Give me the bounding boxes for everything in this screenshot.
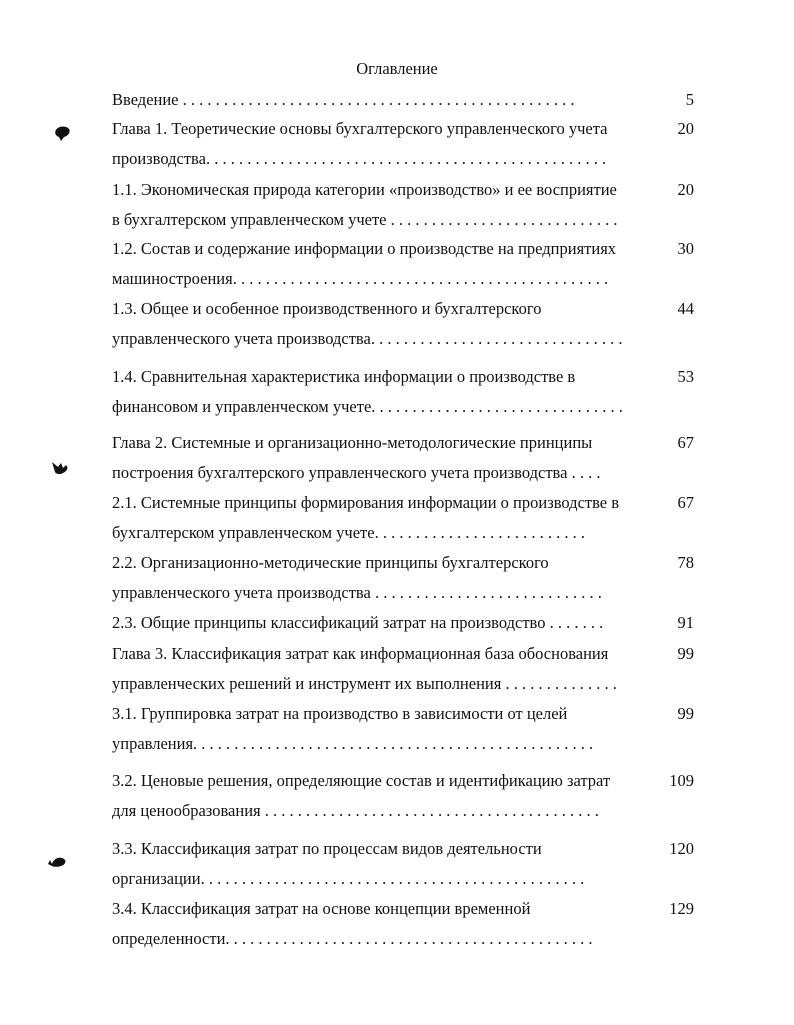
toc-entry-line: в бухгалтерском управленческом учете . . . . . . . . . . . . . . . . . . . . . . . . . . . .: [112, 210, 618, 229]
toc-entry-line: 3.1. Группировка затрат на производство в зависимости от целей: [112, 704, 568, 723]
toc-entry-line: Глава 1. Теоретические основы бухгалтерского управленческого учета: [112, 119, 608, 138]
toc-page-number: 99: [677, 644, 694, 663]
toc-entry-line: управленческих решений и инструмент их выполнения . . . . . . . . . . . . . .: [112, 674, 617, 693]
toc-page-number: 53: [677, 367, 694, 386]
toc-entry-line: 3.3. Классификация затрат по процессам видов деятельности: [112, 839, 542, 858]
toc-page-number: 78: [677, 553, 694, 572]
toc-entry-line: бухгалтерском управленческом учете. . . . . . . . . . . . . . . . . . . . . . . . . .: [112, 523, 585, 542]
margin-mark-icon: [50, 458, 72, 478]
toc-entry-line: организации. . . . . . . . . . . . . . . . . . . . . . . . . . . . . . . . . . . . . . . . . . . . . . .: [112, 869, 585, 888]
toc-page-number: 91: [677, 613, 694, 632]
toc-entry-line: 2.1. Системные принципы формирования информации о производстве в: [112, 493, 620, 512]
toc-page-number: 30: [677, 239, 694, 258]
toc-entry-line: Глава 2. Системные и организационно-методологические принципы: [112, 433, 593, 452]
toc-entry-line: 1.2. Состав и содержание информации о производстве на предприятиях: [112, 239, 617, 258]
toc-entry-line: производства. . . . . . . . . . . . . . . . . . . . . . . . . . . . . . . . . . . . . . . . . . . . . . . . .: [112, 149, 607, 168]
margin-mark-icon: [46, 852, 68, 872]
toc-entry-line: управленческого учета производства . . . . . . . . . . . . . . . . . . . . . . . . . . . .: [112, 583, 602, 602]
page-title: Оглавление: [356, 59, 438, 78]
toc-page-number: 67: [677, 433, 694, 452]
toc-page-number: 99: [677, 704, 694, 723]
toc-entry-line: 3.2. Ценовые решения, определяющие состав и идентификацию затрат: [112, 771, 611, 790]
toc-entry-line: 1.3. Общее и особенное производственного и бухгалтерского: [112, 299, 542, 318]
toc-entry-line: управленческого учета производства. . . . . . . . . . . . . . . . . . . . . . . . . . . . . . .: [112, 329, 623, 348]
toc-entry-line: построения бухгалтерского управленческого учета производства . . . .: [112, 463, 601, 482]
toc-page-number: 44: [677, 299, 694, 318]
toc-entry-line: Введение . . . . . . . . . . . . . . . . . . . . . . . . . . . . . . . . . . . . . . . . . . . . . . . .: [112, 90, 575, 109]
toc-page-number: 20: [677, 119, 694, 138]
toc-entry-line: машиностроения. . . . . . . . . . . . . . . . . . . . . . . . . . . . . . . . . . . . . . . . . . . . . .: [112, 269, 609, 288]
toc-page-number: 109: [669, 771, 694, 790]
toc-entry-line: Глава 3. Классификация затрат как информационная база обоснования: [112, 644, 609, 663]
toc-entry-line: 2.3. Общие принципы классификаций затрат на производство . . . . . . .: [112, 613, 604, 632]
toc-page-number: 67: [677, 493, 694, 512]
toc-entry-line: 1.4. Сравнительная характеристика информации о производстве в: [112, 367, 576, 386]
toc-entry-line: 1.1. Экономическая природа категории «производство» и ее восприятие: [112, 180, 617, 199]
toc-page-number: 129: [669, 899, 694, 918]
toc-entry-line: определенности. . . . . . . . . . . . . . . . . . . . . . . . . . . . . . . . . . . . . . . . . . . . .: [112, 929, 593, 948]
toc-page-number: 5: [685, 90, 694, 109]
toc-entry-line: управления. . . . . . . . . . . . . . . . . . . . . . . . . . . . . . . . . . . . . . . . . . . . . . . . .: [112, 734, 594, 753]
toc-entry-line: для ценообразования . . . . . . . . . . . . . . . . . . . . . . . . . . . . . . . . . . . . . . . . .: [112, 801, 599, 820]
toc-entry-line: 2.2. Организационно-методические принципы бухгалтерского: [112, 553, 549, 572]
toc-page-number: 120: [669, 839, 694, 858]
toc-entry-line: финансовом и управленческом учете. . . . . . . . . . . . . . . . . . . . . . . . . . . . . . .: [112, 397, 623, 416]
toc-entry-line: 3.4. Классификация затрат на основе концепции временной: [112, 899, 531, 918]
margin-mark-icon: [52, 124, 74, 144]
toc-page-number: 20: [677, 180, 694, 199]
